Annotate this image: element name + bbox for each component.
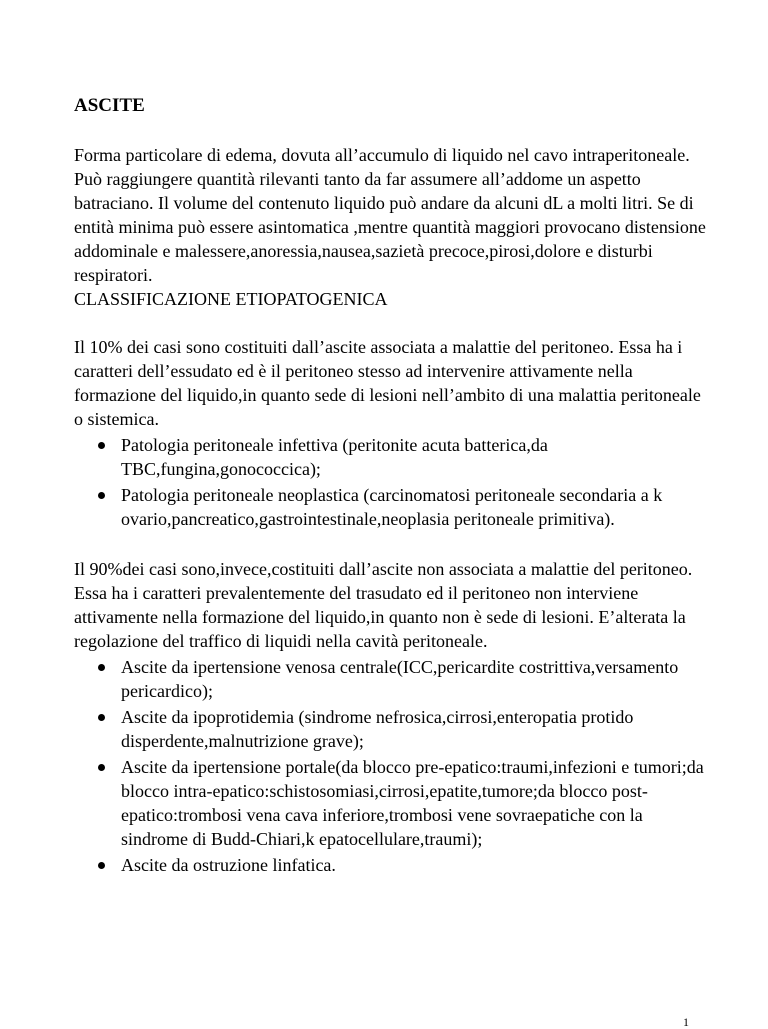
paragraph-non-peritoneal-ascites: Il 90%dei casi sono,invece,costituiti dall’ascite non associata a malattie del peritoneo. Essa ha i caratteri prevalentemente del trasudato ed il peritoneo non interviene attivamente nella formazione del liquido,in quanto non è sede di lesioni. E’alterata la regolazione del traffico di liquidi nella cavità peritoneale. bbox=[74, 559, 693, 651]
list-item bbox=[74, 655, 706, 703]
list-item bbox=[74, 705, 706, 753]
list-item bbox=[74, 483, 706, 531]
list-item bbox=[74, 755, 706, 851]
bullet-icon bbox=[98, 492, 105, 499]
bullet-icon bbox=[98, 442, 105, 449]
section-heading: CLASSIFICAZIONE ETIOPATOGENICA bbox=[74, 289, 388, 309]
list-item-text: Patologia peritoneale neoplastica (carcinomatosi peritoneale secondaria a k ovario,pancreatico,gastrointestinale,neoplasia peritoneale primitiva). bbox=[121, 485, 663, 529]
bullet-list-peritoneal bbox=[74, 433, 714, 531]
list-item bbox=[74, 433, 706, 481]
intro-paragraph: Forma particolare di edema, dovuta all’accumulo di liquido nel cavo intraperitoneale. Può raggiungere quantità rilevanti tanto da far assumere all’addome un aspetto batraciano. Il volume del contenuto liquido può andare da alcuni dL a molti litri. Se di entità minima può essere asintomatica ,mentre quantità maggiori provocano distensione addominale e malessere,anoressia,nausea,sazietà precoce,pirosi,dolore e disturbi respiratori. bbox=[74, 145, 706, 285]
list-item-text: Ascite da ipoprotidemia (sindrome nefrosica,cirrosi,enteropatia protido disperdente,malnutrizione grave); bbox=[121, 707, 634, 751]
bullet-icon bbox=[98, 862, 105, 869]
list-item bbox=[74, 853, 706, 877]
bullet-list-non-peritoneal bbox=[74, 655, 714, 877]
document-body bbox=[74, 94, 714, 879]
paragraph-peritoneal-ascites: Il 10% dei casi sono costituiti dall’ascite associata a malattie del peritoneo. Essa ha i caratteri dell’essudato ed è il peritoneo stesso ad intervenire attivamente nella formazione del liquido,in quanto sede di lesioni nell’ambito di una malattia peritoneale o sistemica. bbox=[74, 337, 701, 429]
list-item-text: Ascite da ipertensione venosa centrale(ICC,pericardite costrittiva,versamento pericardico); bbox=[121, 657, 679, 701]
bullet-icon bbox=[98, 664, 105, 671]
paragraph-spacer bbox=[74, 533, 714, 557]
page-number: 1 bbox=[683, 1015, 689, 1029]
bullet-icon bbox=[98, 714, 105, 721]
document-title: ASCITE bbox=[74, 95, 145, 116]
list-item-text: Ascite da ipertensione portale(da blocco pre-epatico:traumi,infezioni e tumori;da blocco intra-epatico:schistosomiasi,cirrosi,epatite,tumore;da blocco post-epatico:trombosi vena cava inferiore,trombosi vene sovraepatiche con la sindrome di Budd-Chiari,k epatocellulare,traumi); bbox=[121, 757, 704, 849]
list-item-text: Ascite da ostruzione linfatica. bbox=[121, 855, 336, 875]
bullet-icon bbox=[98, 764, 105, 771]
list-item-text: Patologia peritoneale infettiva (peritonite acuta batterica,da TBC,fungina,gonococcica); bbox=[121, 435, 548, 479]
